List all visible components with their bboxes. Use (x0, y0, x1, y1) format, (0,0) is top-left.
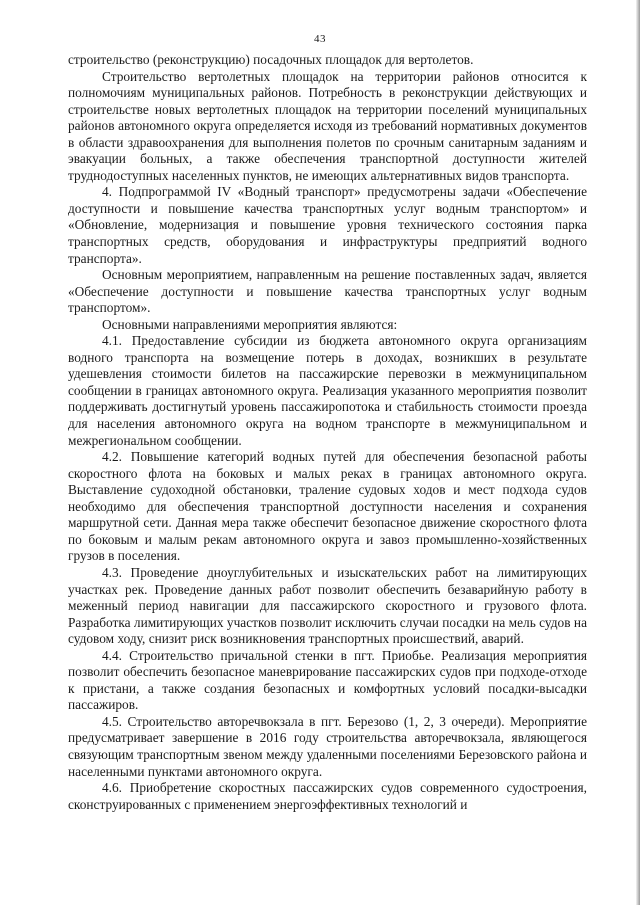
paragraph-item-4-3: 4.3. Проведение дноуглубительных и изыскательских работ на лимитирующих участках рек. Проведение данных работ позволит обеспечить безаварийную работу в меженный период навигации для пассажирского скоростного и грузового флота. Разработка лимитирующих участков позволит исключить случаи посадки на мель судов на судовом ходу, снизит риск возникновения транспортных происшествий, аварий. (68, 564, 587, 647)
scan-edge-shadow (636, 0, 640, 905)
paragraph-directions-intro: Основными направлениями мероприятия являются: (102, 316, 398, 332)
paragraph-subprogram-iv: 4. Подпрограммой IV «Водный транспорт» предусмотрены задачи «Обеспечение доступности и повышение качества транспортных услуг водным транспортом» и «Обновление, модернизация и повышение уровня технического состояния парка транспортных средств, оборудования и инфраструктуры предприятий водного транспорта». (68, 184, 587, 266)
page-number: 43 (314, 33, 326, 45)
document-body (68, 52, 587, 813)
paragraph-heliport-construction: Строительство вертолетных площадок на территории районов относится к полномочиям муниципальных районов. Потребность в реконструкции действующих и строительстве новых вертолетных площадок на территории поселений муниципальных районов автономного округа определяется исходя из требований нормативных документов в области здравоохранения для выполнения полетов по срочным санитарным заданиям и эвакуации больных, а также обеспечения транспортной доступности жителей труднодоступных населенных пунктов, не имеющих альтернативных видов транспорта. (68, 68, 587, 183)
paragraph-item-4-1: 4.1. Предоставление субсидии из бюджета автономного округа организациям водного транспорта на возмещение потерь в доходах, возникших в результате удешевления стоимости билетов на пассажирские перевозки в межмуниципальном сообщении в границах автономного округа. Реализация указанного мероприятия позволит поддерживать достигнутый уровень пассажиропотока и стабильность стоимости проезда для населения автономного округа на водном транспорте в межмуниципальном и межрегиональном сообщении. (68, 333, 587, 448)
paragraph-main-activity: Основным мероприятием, направленным на решение поставленных задач, является «Обеспечение доступности и повышение качества транспортных услуг водным транспортом». (68, 267, 587, 316)
paragraph-item-4-5: 4.5. Строительство авторечвокзала в пгт. Березово (1, 2, 3 очереди). Мероприятие предусматривает завершение в 2016 году строительства авторечвокзала, являющегося связующим транспортным звеном между удаленными поселениями Березовского района и населенными пунктами автономного округа. (68, 713, 587, 779)
paragraph-heliport-continuation: строительство (реконструкцию) посадочных площадок для вертолетов. (68, 52, 474, 67)
paragraph-item-4-2: 4.2. Повышение категорий водных путей для обеспечения безопасной работы скоростного флота на боковых и малых реках в границах автономного округа. Выставление судоходной обстановки, траление судовых ходов и мест подхода судов необходимо для обеспечения транспортной доступности населения и сохранения маршрутной сети. Данная мера также обеспечит безопасное движение скоростного флота по боковым и малым рекам автономного округа и завоз промышленно-хозяйственных грузов в поселения. (68, 449, 587, 564)
paragraph-item-4-4: 4.4. Строительство причальной стенки в пгт. Приобье. Реализация мероприятия позволит обеспечить безопасное маневрирование пассажирских судов при подходе-отходе к пристани, а также создания безопасных и комфортных условий посадки-высадки пассажиров. (68, 647, 587, 713)
paragraph-item-4-6: 4.6. Приобретение скоростных пассажирских судов современного судостроения, сконструированных с применением энергоэффективных технологий и (68, 780, 587, 812)
